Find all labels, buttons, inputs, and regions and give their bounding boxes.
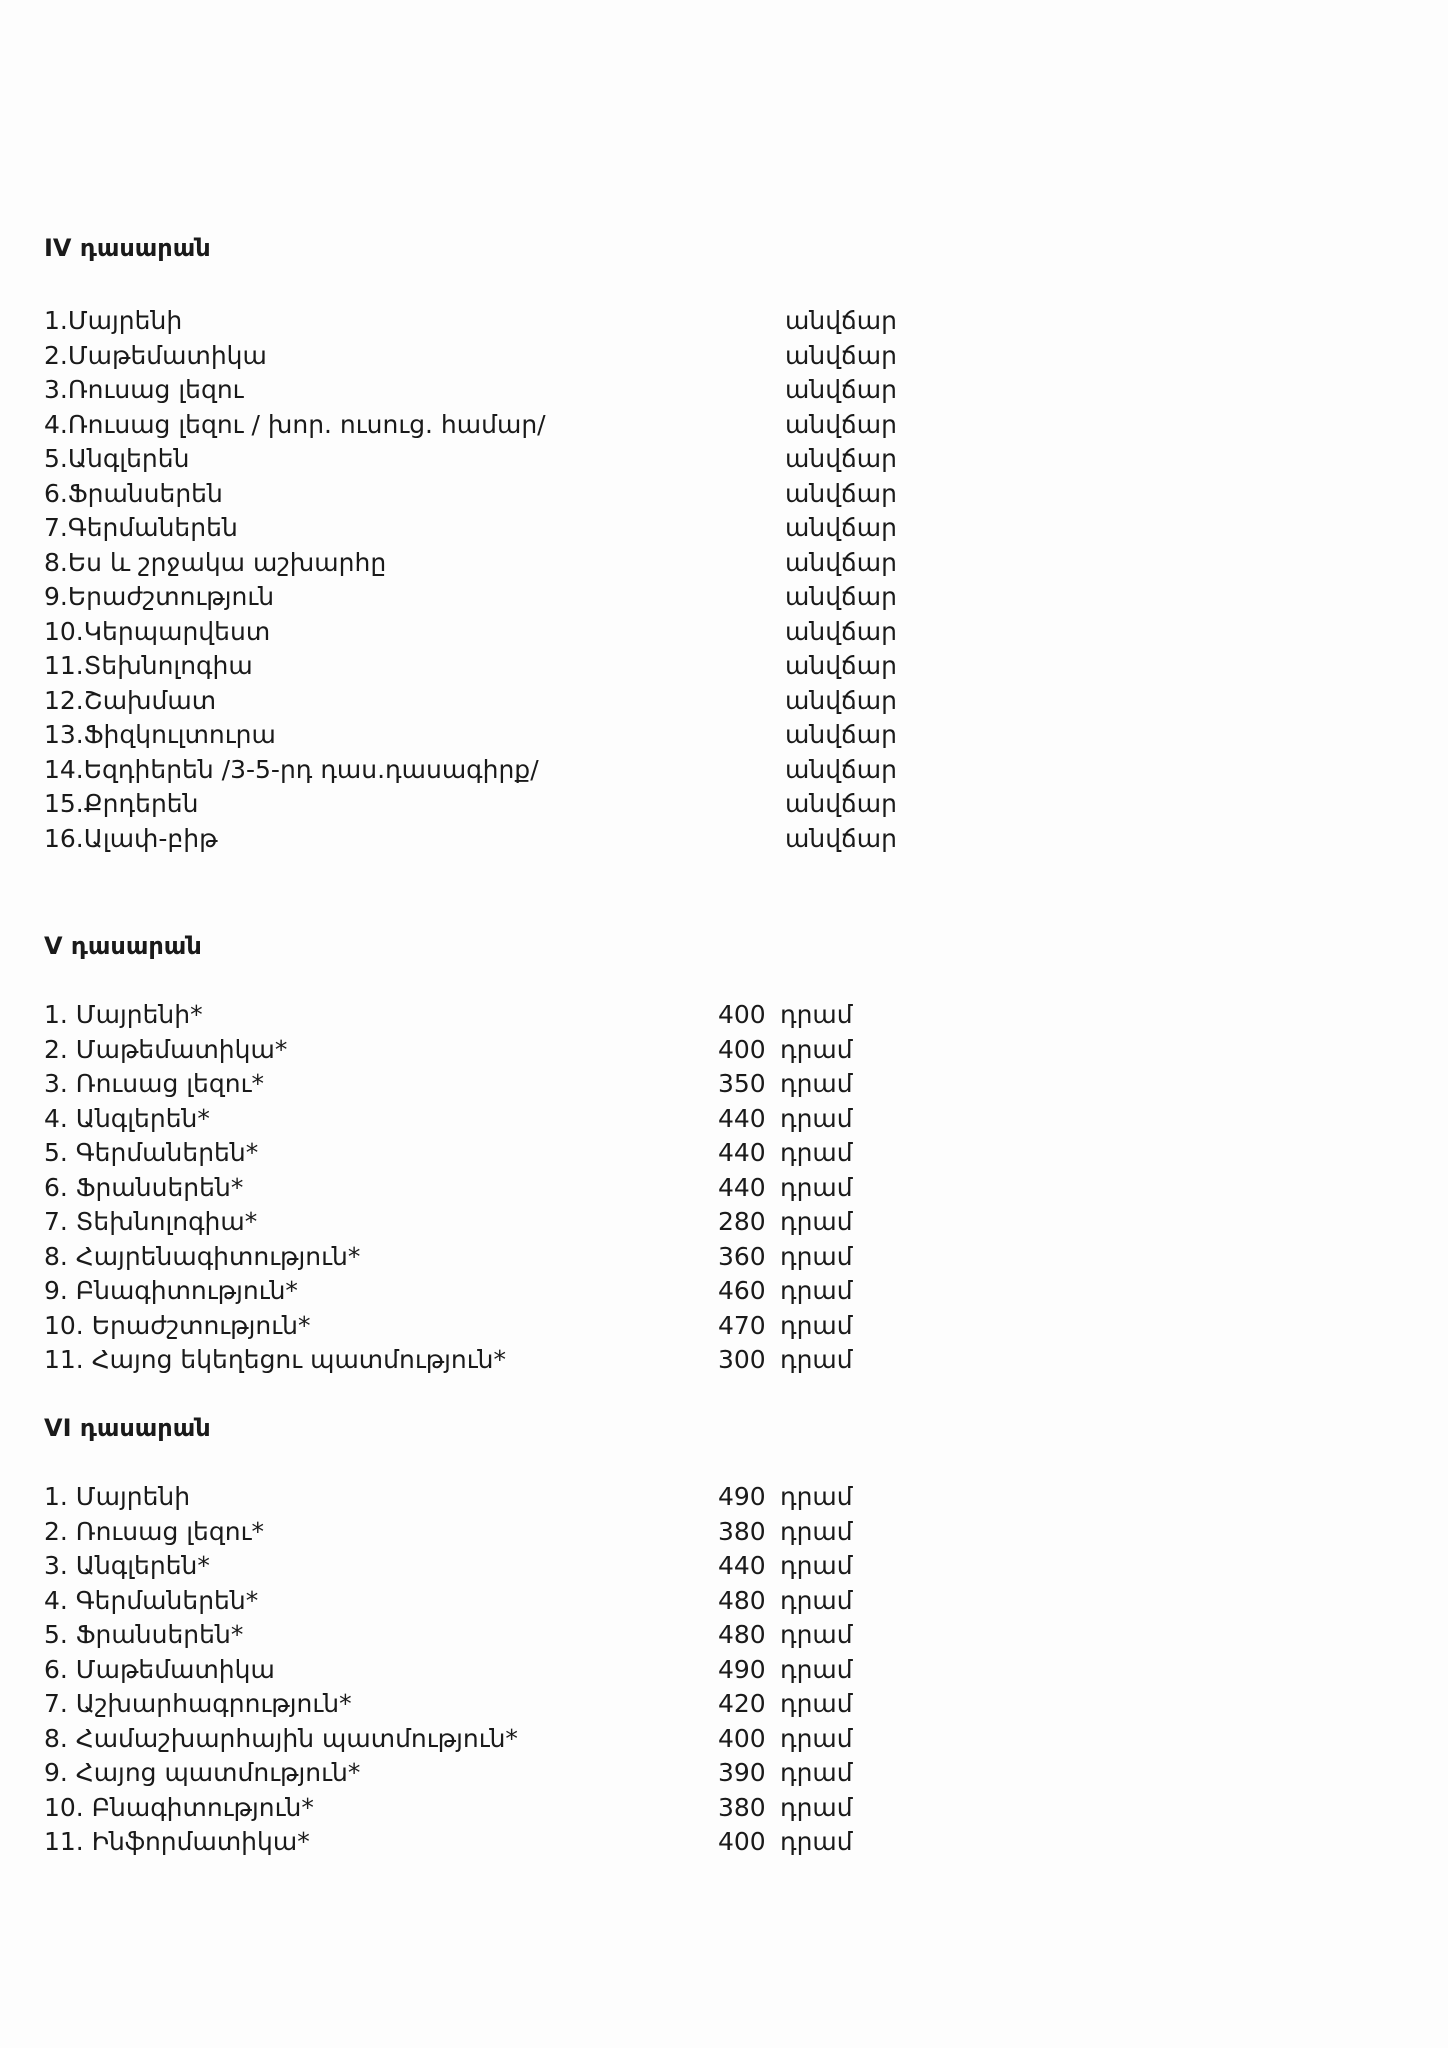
subject-name: 11.Տեխնոլոգիա: [44, 651, 253, 680]
list-item: [44, 615, 1044, 650]
list-item: [44, 1515, 1044, 1550]
section-title-grade-4: IV դասարան: [44, 234, 211, 262]
list-item: [44, 1171, 1044, 1206]
price-amount: 380: [718, 1792, 766, 1822]
price-currency: դրամ: [780, 1516, 853, 1546]
price-amount: 420: [718, 1689, 766, 1718]
price-amount: 440: [718, 1172, 766, 1202]
price-currency: դրամ: [780, 1172, 853, 1202]
price-free: անվճար: [785, 375, 897, 404]
subject-name: 15.Քրդերեն: [44, 789, 199, 818]
list-item: [44, 1274, 1044, 1309]
subject-name: 6. Մաթեմատիկա: [44, 1654, 275, 1684]
list-item: [44, 1205, 1044, 1240]
subject-name: 5.Անգլերեն: [44, 444, 190, 473]
price-amount: 460: [718, 1276, 766, 1305]
price-currency: դրամ: [780, 1482, 853, 1511]
price-currency: դրամ: [780, 1310, 853, 1340]
list-item: [44, 1791, 1044, 1826]
list-item: [44, 1687, 1044, 1722]
subject-name: 1.Մայրենի: [44, 306, 183, 335]
subject-name: 14.Եզդիերեն /3-5-րդ դաս.դասագիրք/: [44, 754, 539, 784]
grade-6-list: [44, 1480, 1044, 1860]
list-item: [44, 1722, 1044, 1757]
price-free: անվճար: [785, 444, 897, 473]
price-currency: դրամ: [780, 1654, 853, 1684]
subject-name: 5. Ֆրանսերեն*: [44, 1620, 244, 1649]
list-item: [44, 580, 1044, 615]
list-item: [44, 1343, 1044, 1378]
price-currency: դրամ: [780, 1620, 853, 1649]
list-item: [44, 1618, 1044, 1653]
list-item: [44, 546, 1044, 581]
list-item: [44, 684, 1044, 719]
subject-name: 7.Գերմաներեն: [44, 513, 238, 542]
subject-name: 10. Երաժշտություն*: [44, 1310, 311, 1340]
price-currency: դրամ: [780, 1792, 853, 1822]
section-title-grade-6: VI դասարան: [44, 1414, 211, 1442]
price-amount: 480: [718, 1620, 766, 1649]
subject-name: 11. Հայոց եկեղեցու պատմություն*: [44, 1345, 506, 1374]
list-item: [44, 649, 1044, 684]
subject-name: 1. Մայրենի: [44, 1482, 191, 1511]
price-amount: 400: [718, 1034, 766, 1064]
subject-name: 10.Կերպարվեստ: [44, 616, 271, 646]
subject-name: 12.Շախմատ: [44, 685, 217, 715]
price-free: անվճար: [785, 478, 897, 508]
price-free: անվճար: [785, 340, 897, 370]
list-item: [44, 1756, 1044, 1791]
price-amount: 480: [718, 1585, 766, 1615]
list-item: [44, 1653, 1044, 1688]
price-currency: դրամ: [780, 1034, 853, 1064]
subject-name: 11. Ինֆորմատիկա*: [44, 1827, 310, 1856]
price-currency: դրամ: [780, 1551, 853, 1580]
subject-name: 2. Մաթեմատիկա*: [44, 1034, 288, 1064]
price-amount: 440: [718, 1138, 766, 1167]
list-item: [44, 822, 1044, 857]
subject-name: 8. Հայրենագիտություն*: [44, 1241, 361, 1271]
subject-name: 13.Ֆիզկուլտուրա: [44, 720, 276, 749]
list-item: [44, 1309, 1044, 1344]
subject-name: 4. Գերմաներեն*: [44, 1585, 259, 1615]
price-amount: 400: [718, 1000, 766, 1029]
price-amount: 490: [718, 1482, 766, 1511]
price-amount: 350: [718, 1069, 766, 1098]
subject-name: 3. Ռուսաց լեզու*: [44, 1069, 264, 1098]
price-amount: 300: [718, 1345, 766, 1374]
subject-name: 6.Ֆրանսերեն: [44, 478, 223, 508]
list-item: [44, 998, 1044, 1033]
list-item: [44, 753, 1044, 788]
list-item: [44, 1549, 1044, 1584]
price-amount: 400: [718, 1827, 766, 1856]
subject-name: 16.Ալափ-բիթ: [44, 823, 218, 853]
list-item: [44, 1136, 1044, 1171]
price-currency: դրամ: [780, 1758, 853, 1787]
price-free: անվճար: [785, 547, 897, 577]
subject-name: 8. Համաշխարհային պատմություն*: [44, 1723, 518, 1753]
price-currency: դրամ: [780, 1723, 853, 1753]
subject-name: 1. Մայրենի*: [44, 1000, 203, 1029]
list-item: [44, 718, 1044, 753]
subject-name: 9. Բնագիտություն*: [44, 1276, 298, 1305]
price-free: անվճար: [785, 720, 897, 749]
list-item: [44, 408, 1044, 443]
price-currency: դրամ: [780, 1103, 853, 1133]
price-free: անվճար: [785, 513, 897, 542]
list-item: [44, 511, 1044, 546]
subject-name: 9. Հայոց պատմություն*: [44, 1758, 361, 1787]
section-title-grade-5: V դասարան: [44, 932, 202, 960]
price-currency: դրամ: [780, 1345, 853, 1374]
list-item: [44, 304, 1044, 339]
price-free: անվճար: [785, 409, 897, 439]
price-amount: 470: [718, 1310, 766, 1340]
subject-name: 6. Ֆրանսերեն*: [44, 1172, 244, 1202]
list-item: [44, 787, 1044, 822]
list-item: [44, 477, 1044, 512]
grade-4-list: [44, 304, 1044, 856]
price-amount: 440: [718, 1551, 766, 1580]
price-free: անվճար: [785, 685, 897, 715]
subject-name: 9.Երաժշտություն: [44, 582, 275, 611]
list-item: [44, 442, 1044, 477]
subject-name: 7. Աշխարհագրություն*: [44, 1689, 352, 1718]
list-item: [44, 373, 1044, 408]
list-item: [44, 1102, 1044, 1137]
price-free: անվճար: [785, 306, 897, 335]
price-currency: դրամ: [780, 1138, 853, 1167]
subject-name: 2.Մաթեմատիկա: [44, 340, 267, 370]
subject-name: 5. Գերմաներեն*: [44, 1138, 259, 1167]
price-currency: դրամ: [780, 1000, 853, 1029]
list-item: [44, 1480, 1044, 1515]
price-amount: 390: [718, 1758, 766, 1787]
price-free: անվճար: [785, 754, 897, 784]
price-free: անվճար: [785, 582, 897, 611]
price-currency: դրամ: [780, 1069, 853, 1098]
subject-name: 4. Անգլերեն*: [44, 1103, 210, 1133]
list-item: [44, 1033, 1044, 1068]
price-amount: 400: [718, 1723, 766, 1753]
subject-name: 4.Ռուսաց լեզու / խոր. ուսուց. համար/: [44, 409, 546, 439]
grade-5-list: [44, 998, 1044, 1378]
subject-name: 2. Ռուսաց լեզու*: [44, 1516, 264, 1546]
list-item: [44, 339, 1044, 374]
subject-name: 8.Ես և շրջակա աշխարհը: [44, 547, 387, 577]
price-amount: 280: [718, 1207, 766, 1236]
list-item: [44, 1584, 1044, 1619]
price-amount: 380: [718, 1516, 766, 1546]
list-item: [44, 1067, 1044, 1102]
price-amount: 490: [718, 1654, 766, 1684]
price-amount: 440: [718, 1103, 766, 1133]
subject-name: 7. Տեխնոլոգիա*: [44, 1207, 258, 1236]
price-currency: դրամ: [780, 1241, 853, 1271]
list-item: [44, 1825, 1044, 1860]
price-currency: դրամ: [780, 1827, 853, 1856]
list-item: [44, 1240, 1044, 1275]
price-currency: դրամ: [780, 1276, 853, 1305]
subject-name: 3.Ռուսաց լեզու: [44, 375, 244, 404]
price-free: անվճար: [785, 616, 897, 646]
price-currency: դրամ: [780, 1689, 853, 1718]
price-amount: 360: [718, 1241, 766, 1271]
subject-name: 3. Անգլերեն*: [44, 1551, 210, 1580]
price-free: անվճար: [785, 789, 897, 818]
price-free: անվճար: [785, 823, 897, 853]
price-free: անվճար: [785, 651, 897, 680]
price-currency: դրամ: [780, 1585, 853, 1615]
price-currency: դրամ: [780, 1207, 853, 1236]
subject-name: 10. Բնագիտություն*: [44, 1792, 314, 1822]
